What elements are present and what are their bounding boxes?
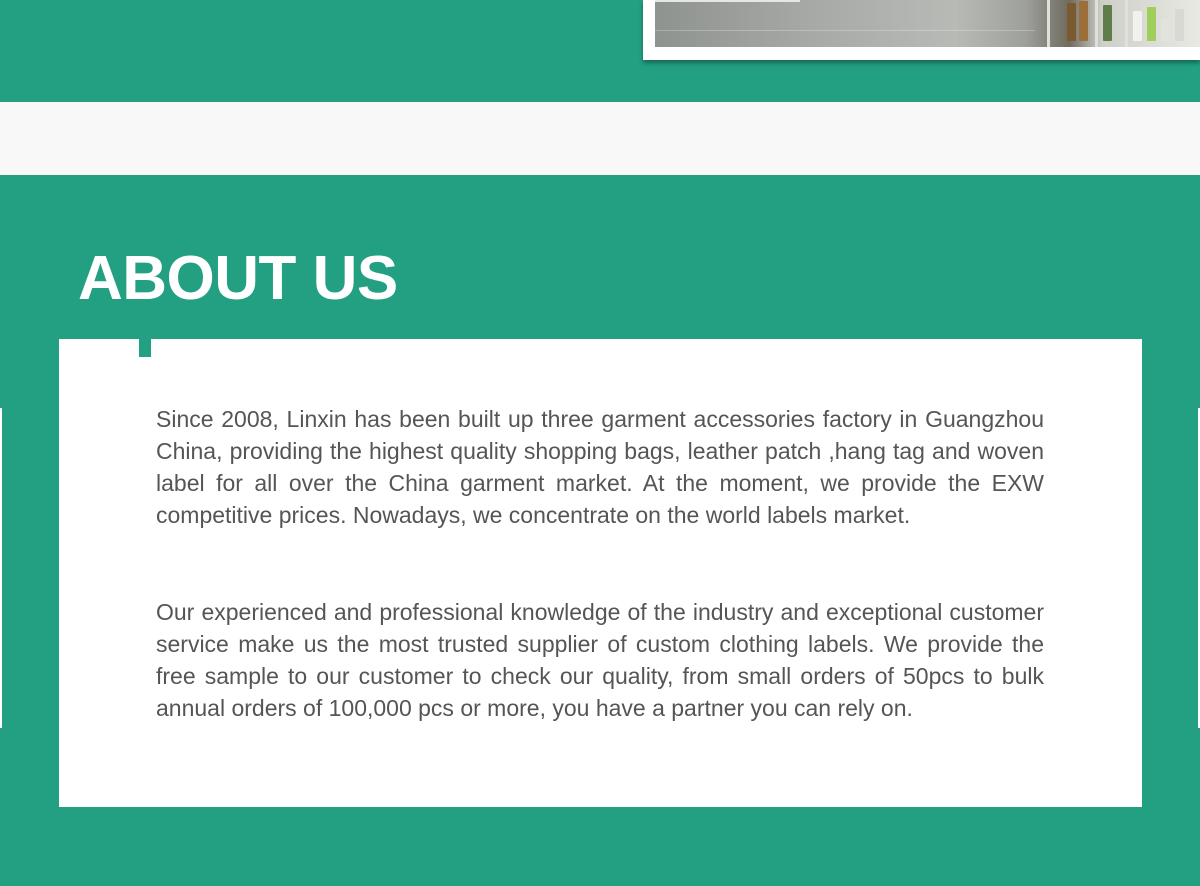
photo-top-strip (655, 0, 800, 2)
section-heading: ABOUT US (78, 244, 398, 313)
photo-shelf-item (1067, 3, 1076, 41)
top-banner (0, 0, 1200, 102)
photo-shelf-item (1175, 9, 1184, 41)
photo-shelf-item (1161, 19, 1170, 41)
photo-shelf (1047, 0, 1050, 47)
photo-frame (643, 0, 1200, 60)
photo-shelf-item (1147, 7, 1156, 41)
card-tab-accent (139, 339, 151, 357)
section-gap (0, 102, 1200, 175)
photo-shelf (1095, 0, 1098, 47)
left-edge-mark (0, 408, 2, 728)
photo-shelf-item (1079, 1, 1088, 41)
about-card (59, 339, 1142, 807)
about-paragraph-1: Since 2008, Linxin has been built up three garment accessories factory in Guangzhou China, providing the highest quality shopping bags, leather patch ,hang tag and woven label for all over the China garment market. At the moment, we provide the EXW competitive prices. Nowadays, we concentrate on the world labels market. (156, 406, 1044, 528)
photo-floor-line (655, 30, 1035, 31)
store-photo (655, 0, 1200, 47)
photo-shelf-item (1133, 11, 1142, 41)
photo-shelf (1125, 0, 1128, 47)
photo-shelf-item (1103, 5, 1112, 41)
about-paragraph-2: Our experienced and professional knowledge of the industry and exceptional customer service make us the most trusted supplier of custom clothing labels. We provide the free sample to our customer to check our quality, from small orders of 50pcs to bulk annual orders of 100,000 pcs or more, you have a partner you can rely on. (156, 599, 1044, 721)
